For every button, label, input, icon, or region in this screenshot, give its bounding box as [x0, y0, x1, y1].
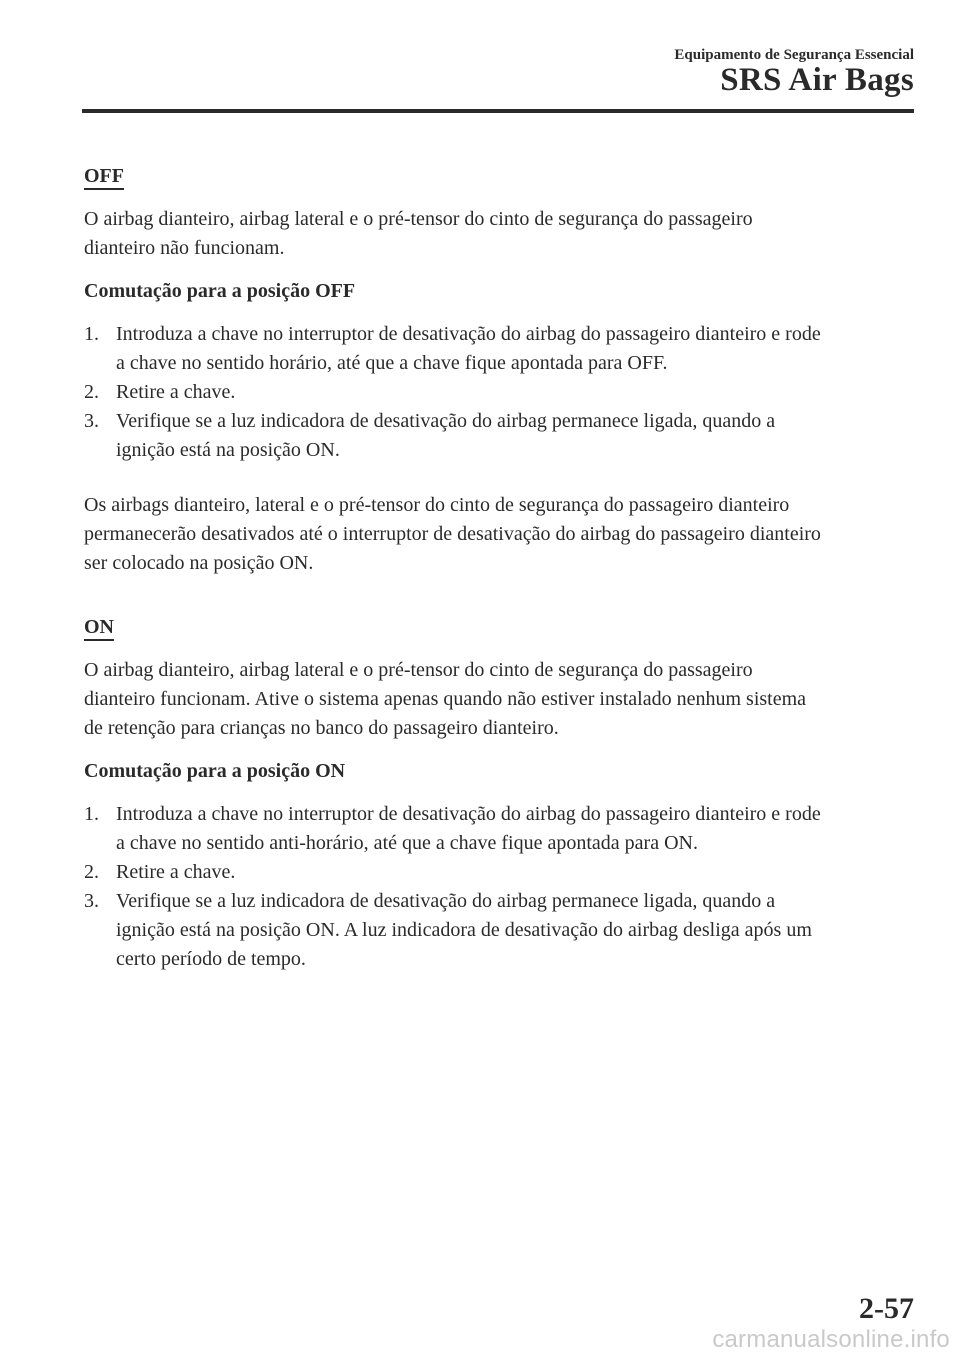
chapter-title: SRS Air Bags — [720, 62, 914, 98]
page-number: 2-57 — [859, 1292, 914, 1325]
off-section — [84, 162, 914, 578]
header-divider — [82, 109, 914, 113]
watermark-text: carmanualsonline.info — [712, 1326, 950, 1353]
page-content — [84, 162, 914, 974]
off-procedure-title: Comutação para a posição OFF — [84, 280, 356, 302]
list-item: 2. Retire a chave. — [84, 861, 236, 883]
on-heading: ON — [84, 615, 114, 641]
list-item: 1. Introduza a chave no interruptor de desativação do airbag do passageiro dianteiro e rode a chave no sentido horário, até que a chave fique apontada para OFF. — [84, 323, 821, 374]
on-procedure-title: Comutação para a posição ON — [84, 760, 346, 782]
off-heading: OFF — [84, 164, 124, 190]
list-item: 1. Introduza a chave no interruptor de desativação do airbag do passageiro dianteiro e rode a chave no sentido anti-horário, até que a chave fique apontada para ON. — [84, 803, 821, 854]
list-item: 3. Verifique se a luz indicadora de desativação do airbag permanece ligada, quando a ignição está na posição ON. — [84, 410, 776, 461]
off-description: O airbag dianteiro, airbag lateral e o pré-tensor do cinto de segurança do passageiro dianteiro não funcionam. — [84, 208, 753, 259]
off-steps-list — [84, 320, 914, 465]
section-name: Equipamento de Segurança Essencial — [674, 47, 914, 63]
on-description: O airbag dianteiro, airbag lateral e o pré-tensor do cinto de segurança do passageiro dianteiro funcionam. Ative o sistema apenas quando não estiver instalado nenhum sistema de retenção para crianças no banco do passageiro dianteiro. — [84, 659, 807, 739]
on-steps-list — [84, 800, 914, 974]
on-section — [84, 613, 914, 974]
list-item: 3. Verifique se a luz indicadora de desativação do airbag permanece ligada, quando a ignição está na posição ON. A luz indicadora de desativação do airbag desliga após um certo período de tempo. — [84, 890, 812, 970]
off-note: Os airbags dianteiro, lateral e o pré-tensor do cinto de segurança do passageiro dianteiro permanecerão desativados até o interruptor de desativação do airbag do passageiro dianteiro ser colocado na posição ON. — [84, 494, 821, 574]
list-item: 2. Retire a chave. — [84, 381, 236, 403]
